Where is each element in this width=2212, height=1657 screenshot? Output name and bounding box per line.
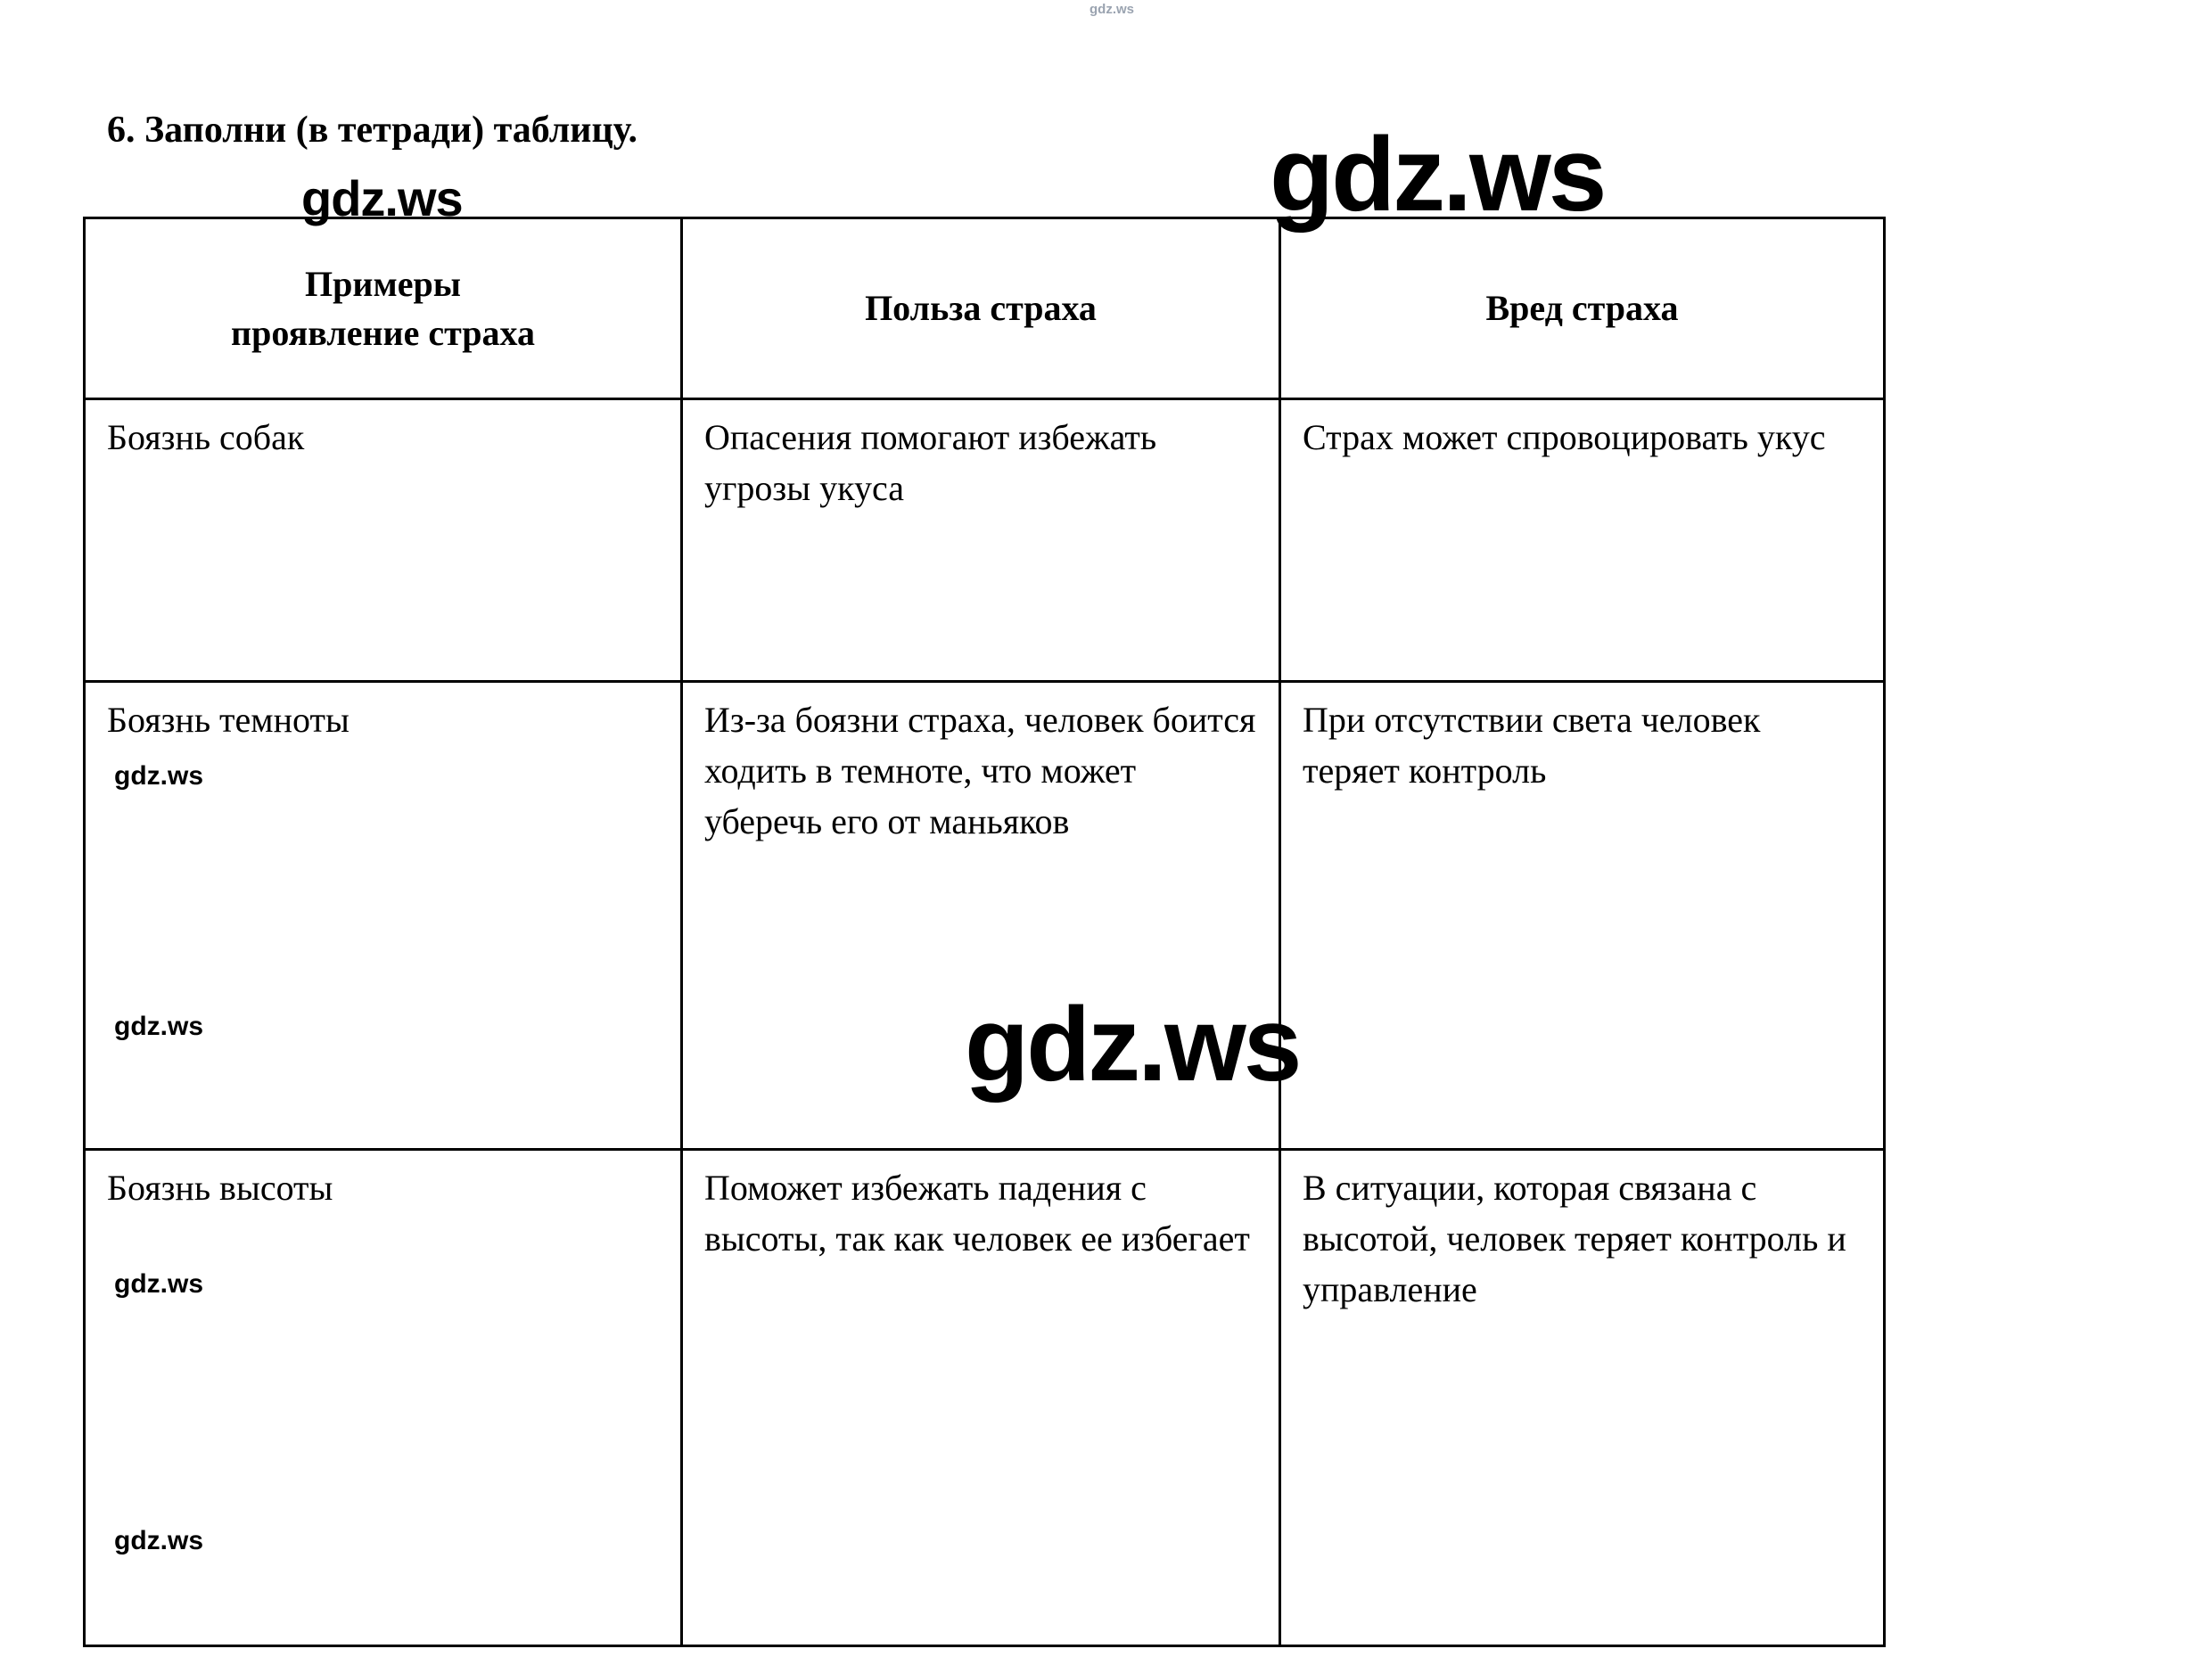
watermark-mid-1: gdz.ws [301, 170, 463, 226]
watermark-small-4: gdz.ws [114, 1526, 204, 1555]
table-row [85, 1150, 1885, 1646]
table-row [85, 399, 1885, 682]
page-title: 6. Заполни (в тетради) таблицу. [107, 110, 637, 151]
column-header-harm: Вред страха [1280, 218, 1885, 399]
table-header-row [85, 218, 1885, 399]
watermark-small-3: gdz.ws [114, 1269, 204, 1299]
fear-table-wrapper [83, 217, 1883, 1647]
watermark-top: gdz.ws [1090, 2, 1135, 17]
fear-table [83, 217, 1886, 1647]
cell-benefit-2: Из-за боязни страха, человек боится ходить в темноте, что может уберечь его от маньяков [682, 682, 1280, 1150]
cell-benefit-1: Опасения помогают избежать угрозы укуса [682, 399, 1280, 682]
column-header-examples-line1: Примеры [305, 263, 461, 304]
table-row [85, 682, 1885, 1150]
cell-example-3: Боязнь высоты [85, 1150, 682, 1646]
cell-harm-3: В ситуации, которая связана с высотой, человек теряет контроль и управление [1280, 1150, 1885, 1646]
cell-example-1: Боязнь собак [85, 399, 682, 682]
watermark-big-1: gdz.ws [1270, 116, 1605, 234]
watermark-small-2: gdz.ws [114, 1012, 204, 1041]
cell-harm-2: При отсутствии света человек теряет контроль [1280, 682, 1885, 1150]
cell-harm-1: Страх может спровоцировать укус [1280, 399, 1885, 682]
watermark-big-2: gdz.ws [965, 986, 1300, 1103]
cell-example-2: Боязнь темноты [85, 682, 682, 1150]
watermark-small-1: gdz.ws [114, 761, 204, 791]
table-header [85, 218, 1885, 399]
column-header-examples-line2: проявление страха [231, 313, 535, 353]
column-header-benefit: Польза страха [682, 218, 1280, 399]
column-header-examples [85, 218, 682, 399]
table-body [85, 399, 1885, 1646]
cell-benefit-3: Поможет избежать падения с высоты, так как человек ее избегает [682, 1150, 1280, 1646]
